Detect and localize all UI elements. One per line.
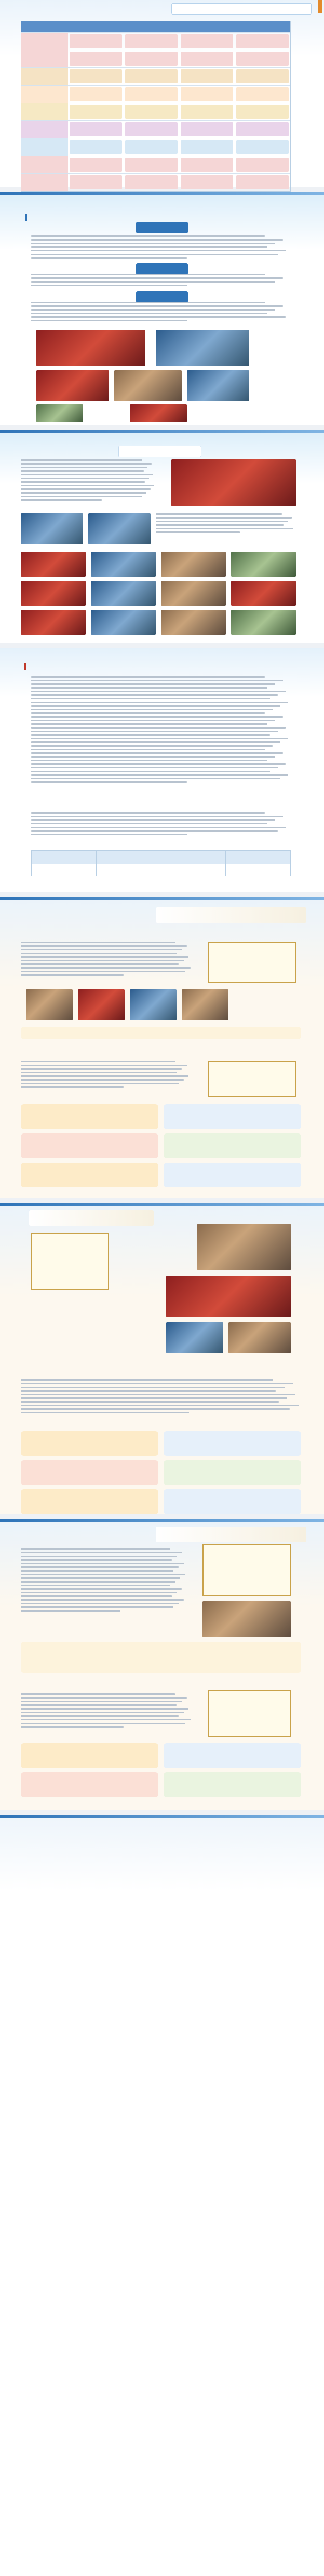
table-cell	[236, 122, 289, 136]
page-continuation	[0, 1815, 324, 2576]
page-header	[156, 907, 306, 923]
text-line	[21, 942, 175, 943]
text-line	[156, 513, 282, 515]
text-line	[156, 524, 284, 526]
page-title-banner	[171, 3, 312, 15]
text-line	[21, 1585, 170, 1586]
studio-bio-2	[21, 1693, 192, 1730]
text-line	[21, 1379, 273, 1381]
text-line	[156, 517, 292, 519]
table-cell	[70, 140, 122, 154]
text-line	[21, 1570, 173, 1572]
studio-title-2	[104, 1680, 187, 1691]
row-label-cell	[21, 103, 68, 120]
photo-award-stage	[166, 1276, 291, 1317]
row-label-cell	[21, 33, 68, 50]
table-cell	[125, 87, 178, 101]
text-line	[31, 254, 278, 255]
table-cell	[181, 122, 233, 136]
text-line	[31, 285, 187, 286]
section-title	[20, 212, 77, 223]
text-line	[31, 830, 278, 832]
grid-photo	[91, 552, 156, 577]
page-enrollment	[0, 648, 324, 892]
table-cell	[70, 105, 122, 119]
text-line	[21, 945, 187, 947]
table-cell	[125, 52, 178, 66]
table-cell	[70, 158, 122, 172]
text-line	[31, 720, 275, 721]
text-line	[21, 492, 146, 494]
text-line	[21, 459, 142, 461]
text-line	[21, 474, 153, 475]
highlight-strip	[21, 1027, 301, 1039]
subtitle-chip-c	[136, 291, 188, 303]
text-line	[31, 705, 280, 707]
table-cell	[181, 87, 233, 101]
table-row	[21, 103, 290, 121]
photo-signing-1	[21, 513, 83, 544]
page-header	[29, 1210, 154, 1226]
text-line	[21, 1412, 189, 1413]
grid-photo	[161, 552, 226, 577]
row-label-cell	[21, 68, 68, 85]
text-line	[21, 1397, 287, 1399]
table-cell	[70, 87, 122, 101]
table-cell	[70, 52, 122, 66]
intro-paragraph-2	[31, 274, 291, 288]
text-line	[21, 1068, 182, 1070]
table-cell	[125, 105, 178, 119]
text-line	[21, 971, 185, 972]
text-line	[21, 1701, 182, 1702]
studio-title	[125, 1364, 197, 1375]
certificate-image	[208, 942, 296, 983]
text-line	[21, 485, 154, 486]
grid-photo	[91, 610, 156, 635]
title-bar-icon	[25, 214, 27, 221]
table-cell	[70, 175, 122, 189]
text-line	[31, 698, 270, 699]
feature-box	[164, 1431, 301, 1456]
feature-box	[164, 1460, 301, 1485]
subtitle-chip-a	[136, 222, 188, 233]
table-cell	[181, 175, 233, 189]
banner-title	[118, 446, 201, 457]
row-label-cell	[21, 121, 68, 138]
grid-photo	[21, 610, 86, 635]
row-label-cell	[21, 174, 68, 191]
text-line	[21, 1610, 120, 1612]
table-cell	[70, 69, 122, 83]
grid-photo	[21, 581, 86, 606]
text-line	[21, 1599, 184, 1601]
feature-box	[164, 1772, 301, 1797]
cooperation-text	[21, 459, 156, 503]
fee-header-cell	[226, 851, 290, 864]
text-line	[21, 1387, 285, 1388]
table-cell	[236, 158, 289, 172]
table-cell	[70, 122, 122, 136]
photo-studio-1	[26, 989, 73, 1020]
photo-trainees	[114, 370, 182, 401]
text-line	[21, 481, 145, 483]
studio-title	[99, 928, 223, 940]
grid-photo	[161, 610, 226, 635]
text-line	[31, 239, 283, 241]
photo-ceremony	[197, 1224, 291, 1270]
text-line	[31, 716, 283, 718]
row-label-cell	[21, 50, 68, 67]
text-line	[21, 1401, 279, 1403]
photo-class-2	[228, 1322, 291, 1353]
table-cell	[236, 140, 289, 154]
text-line	[21, 949, 182, 950]
text-line	[31, 834, 187, 835]
text-line	[31, 816, 283, 817]
table-cell	[181, 52, 233, 66]
text-line	[31, 709, 273, 710]
enrollment-text-2	[31, 812, 291, 837]
text-line	[31, 734, 270, 736]
fee-cell	[226, 864, 290, 876]
text-line	[31, 752, 283, 754]
text-line	[21, 967, 191, 969]
text-line	[21, 1708, 188, 1710]
text-line	[31, 738, 288, 739]
text-line	[31, 774, 288, 776]
text-line	[31, 778, 280, 779]
text-line	[21, 1574, 185, 1575]
photo-meeting-hall	[156, 330, 249, 366]
text-line	[21, 1559, 172, 1561]
text-line	[31, 243, 275, 244]
text-line	[21, 1383, 293, 1384]
text-line	[21, 1577, 180, 1579]
text-line	[156, 521, 288, 522]
feature-box	[164, 1489, 301, 1514]
text-line	[31, 680, 283, 681]
highlight-box	[21, 1642, 301, 1673]
feature-box	[21, 1104, 158, 1129]
text-line	[21, 963, 179, 965]
table-cell	[181, 105, 233, 119]
text-line	[21, 956, 188, 958]
certificate-image	[203, 1544, 291, 1596]
text-line	[31, 302, 265, 303]
row-label-cell	[21, 156, 68, 173]
page-top-bar	[0, 1203, 324, 1206]
text-line	[21, 1075, 188, 1077]
text-line	[31, 702, 288, 703]
table-cell	[125, 175, 178, 189]
subtitle-chip-b	[136, 263, 188, 275]
corner-accent	[318, 0, 322, 13]
text-line	[21, 1566, 179, 1568]
text-line	[21, 1726, 124, 1728]
grid-photo	[231, 552, 296, 577]
text-line	[31, 281, 275, 283]
text-line	[31, 741, 280, 743]
studio-bio-2	[21, 1061, 192, 1090]
text-line	[21, 1588, 182, 1590]
certificate-image	[31, 1233, 109, 1290]
text-line	[31, 694, 278, 696]
table-cell	[181, 140, 233, 154]
page-studios-a	[0, 897, 324, 1198]
studio-bio	[21, 1548, 187, 1614]
text-line	[31, 691, 286, 692]
text-line	[21, 499, 102, 501]
text-line	[21, 1712, 184, 1713]
text-line	[31, 712, 265, 714]
page-top-bar	[0, 430, 324, 433]
text-line	[31, 723, 267, 725]
table-cell	[125, 140, 178, 154]
photo-lecture	[187, 370, 249, 401]
text-line	[21, 1408, 290, 1410]
row-label-cell	[21, 138, 68, 156]
table-row	[21, 33, 290, 50]
studio-title-2	[99, 1047, 234, 1059]
certificate-image-2	[208, 1061, 296, 1097]
table-row	[21, 174, 290, 191]
photo-group-stage	[36, 370, 109, 401]
table-cell	[125, 158, 178, 172]
text-line	[21, 470, 144, 472]
text-line	[31, 812, 265, 814]
table-row	[21, 68, 290, 86]
table-cell	[181, 69, 233, 83]
text-line	[31, 819, 275, 821]
photo-award-ceremony	[36, 330, 145, 366]
text-line	[21, 478, 149, 479]
table-row	[21, 86, 290, 103]
table-cell	[70, 34, 122, 48]
fee-header-cell	[161, 851, 226, 864]
certificate-image-2	[208, 1690, 291, 1737]
text-line	[31, 687, 267, 689]
text-line	[21, 1061, 175, 1062]
text-line	[31, 235, 265, 237]
feature-box	[164, 1163, 301, 1187]
page-intro	[0, 192, 324, 425]
section-label-2	[31, 840, 93, 851]
fee-table-header	[32, 851, 290, 864]
photo-signing-2	[88, 513, 151, 544]
table-cell	[125, 122, 178, 136]
text-line	[31, 683, 275, 685]
page-top-bar	[0, 897, 324, 900]
text-line	[21, 1606, 173, 1608]
intro-paragraph	[31, 235, 291, 261]
feature-box	[164, 1133, 301, 1158]
intro-paragraph-3	[31, 302, 291, 324]
feature-box	[164, 1743, 301, 1768]
section-title	[19, 661, 123, 672]
photo-signing-ceremony	[171, 459, 296, 506]
feature-box	[21, 1460, 158, 1485]
fee-table-row	[32, 864, 290, 876]
text-line	[31, 309, 275, 311]
text-line	[21, 1072, 177, 1073]
text-line	[31, 313, 267, 314]
text-line	[21, 488, 151, 490]
text-line	[31, 823, 267, 824]
studio-title	[42, 1540, 104, 1551]
feature-box	[21, 1133, 158, 1158]
text-line	[31, 760, 267, 761]
table-row	[21, 156, 290, 174]
table-cell	[236, 87, 289, 101]
page-cooperation	[0, 430, 324, 643]
text-line	[21, 1603, 179, 1604]
text-line	[31, 320, 187, 321]
text-line	[21, 1390, 276, 1392]
page-top-bar	[0, 192, 324, 195]
fee-header-cell	[97, 851, 161, 864]
feature-box	[21, 1489, 158, 1514]
text-line	[31, 316, 286, 318]
text-line	[31, 257, 187, 259]
grid-photo	[161, 581, 226, 606]
fee-cell	[32, 864, 97, 876]
table-cell	[236, 34, 289, 48]
photo-studio-2	[78, 989, 125, 1020]
studio-bio	[21, 942, 192, 978]
text-line	[156, 531, 240, 533]
feature-box	[21, 1772, 158, 1797]
grid-photo	[91, 581, 156, 606]
text-line	[31, 781, 187, 783]
enrollment-text	[31, 676, 291, 785]
text-line	[21, 960, 184, 961]
text-line	[21, 463, 152, 465]
grid-photo	[231, 610, 296, 635]
table-row	[21, 121, 290, 138]
text-line	[21, 1405, 299, 1406]
text-line	[21, 1697, 187, 1699]
text-line	[21, 1719, 191, 1720]
text-line	[21, 1581, 176, 1583]
table-cell	[236, 69, 289, 83]
table-row	[21, 138, 290, 156]
photo-plaque	[130, 404, 187, 422]
text-line	[21, 467, 147, 468]
fee-header-cell	[32, 851, 97, 864]
table-cell	[125, 69, 178, 83]
studio-bio	[21, 1379, 301, 1416]
text-line	[21, 1693, 175, 1695]
text-line	[21, 1079, 184, 1081]
text-line	[21, 953, 177, 954]
text-line	[21, 1592, 177, 1593]
text-line	[21, 1723, 185, 1724]
text-line	[31, 749, 265, 750]
text-line	[21, 1715, 179, 1717]
text-line	[21, 1086, 124, 1088]
photo-studio-group	[203, 1601, 291, 1637]
text-line	[31, 731, 278, 732]
photo-building	[36, 404, 83, 422]
text-line	[21, 1083, 179, 1084]
page-top-bar	[0, 1815, 324, 1818]
grid-photo	[231, 581, 296, 606]
page-studios-c	[0, 1519, 324, 1810]
fee-cell	[161, 864, 226, 876]
photo-studio-4	[182, 989, 228, 1020]
text-line	[31, 277, 283, 279]
text-line	[31, 305, 283, 307]
text-line	[31, 756, 275, 758]
feature-box	[164, 1104, 301, 1129]
table-cell	[236, 52, 289, 66]
table-header-row	[21, 21, 290, 33]
text-line	[21, 974, 124, 976]
fee-table	[31, 850, 291, 876]
text-line	[31, 745, 273, 747]
text-line	[31, 767, 278, 768]
page-studios-b	[0, 1203, 324, 1514]
fee-cell	[97, 864, 161, 876]
text-line	[21, 1552, 182, 1553]
text-line	[31, 771, 270, 772]
grid-photo	[21, 552, 86, 577]
feature-box	[21, 1743, 158, 1768]
text-line	[21, 496, 142, 497]
text-line	[31, 250, 286, 251]
table-cell	[236, 175, 289, 189]
cooperation-text-2	[156, 513, 296, 535]
title-bar-icon	[24, 663, 26, 670]
text-line	[31, 763, 286, 765]
text-line	[156, 528, 293, 529]
text-line	[21, 1704, 177, 1706]
project-table	[21, 21, 291, 192]
text-line	[21, 1065, 187, 1066]
text-line	[31, 827, 286, 828]
table-cell	[181, 34, 233, 48]
row-label-cell	[21, 86, 68, 103]
text-line	[31, 676, 265, 678]
text-line	[21, 1595, 172, 1597]
feature-box	[21, 1431, 158, 1456]
table-cell	[125, 34, 178, 48]
text-line	[21, 1563, 184, 1564]
photo-studio-3	[130, 989, 177, 1020]
page-overview-table	[0, 0, 324, 187]
text-line	[21, 1556, 177, 1557]
table-cell	[181, 158, 233, 172]
text-line	[31, 274, 265, 275]
feature-box	[21, 1163, 158, 1187]
table-cell	[236, 105, 289, 119]
text-line	[31, 727, 286, 729]
page-header	[156, 1527, 306, 1542]
photo-class-1	[166, 1322, 223, 1353]
text-line	[31, 246, 267, 248]
table-row	[21, 50, 290, 68]
text-line	[21, 1394, 295, 1395]
page-top-bar	[0, 1519, 324, 1522]
